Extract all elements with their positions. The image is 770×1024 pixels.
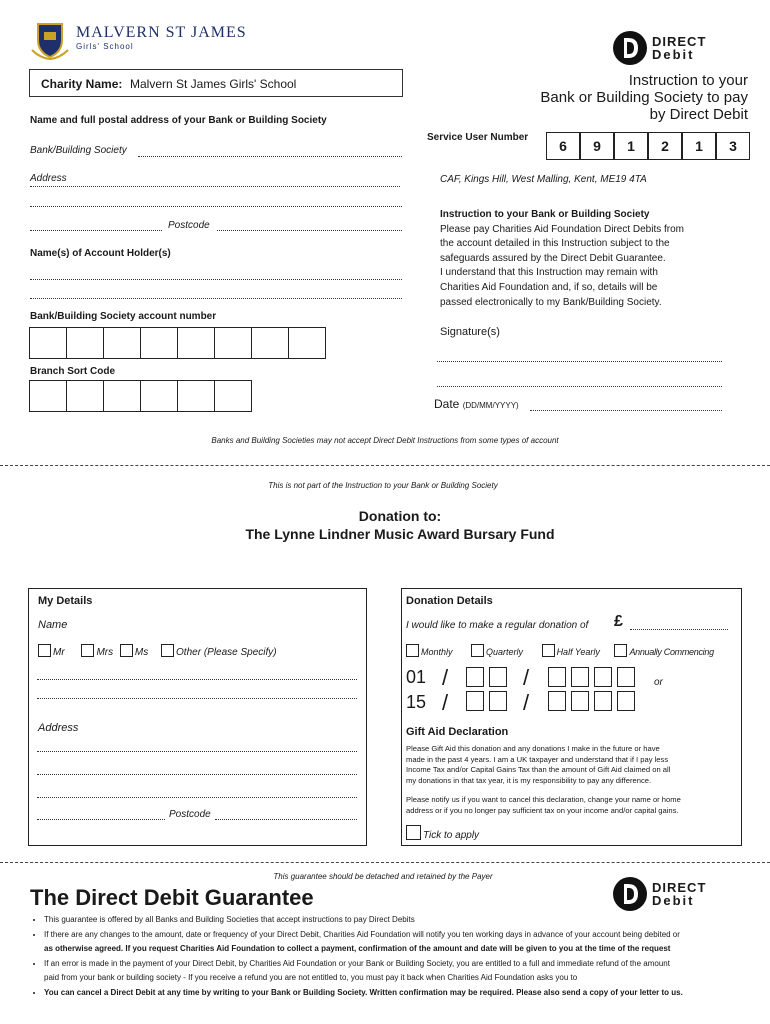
- date-slash-1a: /: [442, 665, 449, 690]
- start-day-15[interactable]: 15: [406, 692, 427, 712]
- date-slash-1b: /: [523, 665, 530, 690]
- charity-name-value: Malvern St James Girls' School: [130, 77, 297, 91]
- guarantee-bullet-1: • This guarantee is offered by all Banks and Building Societies that accept instructions to pay Direct Debits: [44, 913, 750, 928]
- frequency-quarterly-checkbox[interactable]: [471, 647, 523, 657]
- date-slash-2a: /: [442, 690, 449, 715]
- signature-field-1[interactable]: [437, 361, 722, 362]
- signature-field-2[interactable]: [437, 386, 722, 387]
- postcode-label: Postcode: [168, 220, 210, 231]
- instruction-text: [440, 208, 684, 310]
- date-field[interactable]: [530, 410, 722, 411]
- gift-aid-tick[interactable]: [406, 825, 479, 841]
- sort-code-label: Branch Sort Code: [30, 366, 116, 377]
- regular-donation-label: I would like to make a regular donation of: [406, 620, 589, 631]
- gift-aid-p1-line4: my donations in that tax year, it is my responsibility to pay any difference.: [406, 775, 652, 785]
- cut-line-2: [0, 862, 770, 863]
- donation-title-line2: The Lynne Lindner Music Award Bursary Fund: [245, 526, 555, 542]
- frequency-annually-checkbox[interactable]: [614, 647, 713, 657]
- instruction-title-line3: by Direct Debit: [649, 106, 748, 123]
- donation-details-heading: Donation Details: [406, 595, 493, 607]
- my-address-label: Address: [38, 722, 79, 734]
- school-crest-icon: [30, 20, 70, 60]
- title-options: [38, 644, 277, 658]
- title-mrs-label: Mrs: [96, 647, 114, 658]
- sort-code-box-3[interactable]: [103, 380, 141, 412]
- gift-aid-tick-label: Tick to apply: [423, 830, 480, 841]
- frequency-monthly-box[interactable]: [406, 644, 419, 657]
- my-address-field-3[interactable]: [37, 797, 357, 798]
- bank-label: Bank/Building Society: [30, 145, 127, 156]
- gift-aid-paragraph-2: [406, 795, 681, 816]
- donation-title-line1: Donation to:: [358, 508, 442, 524]
- year-box-1d[interactable]: [617, 667, 635, 687]
- frequency-quarterly-box[interactable]: [471, 644, 484, 657]
- title-mrs-box[interactable]: [81, 644, 94, 657]
- month-box-2a[interactable]: [466, 691, 484, 711]
- gift-aid-p1-line2: made in the past 4 years. I am a UK taxpayer and understand that if I pay less: [406, 754, 669, 764]
- instruction-line6: passed electronically to my Bank/Building Society.: [440, 296, 662, 308]
- instruction-title: [540, 72, 748, 123]
- my-details-heading: My Details: [38, 595, 93, 607]
- frequency-halfyearly-label: Half Yearly: [556, 647, 600, 657]
- frequency-options: [406, 644, 714, 657]
- detach-note: This guarantee should be detached and retained by the Payer: [273, 872, 493, 881]
- gift-aid-p2-line2: address or if you no longer pay sufficient tax on your income and/or capital gains.: [406, 805, 679, 815]
- school-name: MALVERN ST JAMES: [76, 24, 247, 41]
- my-details-box: [28, 588, 367, 846]
- guarantee-logo-line2: Debit: [652, 893, 695, 908]
- month-box-1b[interactable]: [489, 667, 507, 687]
- title-mr-checkbox[interactable]: [38, 647, 65, 658]
- guarantee-logo: [612, 876, 742, 916]
- year-box-1a[interactable]: [548, 667, 566, 687]
- title-mr-label: Mr: [53, 647, 65, 658]
- instruction-line4: I understand that this Instruction may remain with: [440, 267, 658, 279]
- sort-code-box-6[interactable]: [214, 380, 252, 412]
- gift-aid-p1-line3: Income Tax and/or Capital Gains Tax than the amount of Gift Aid claimed on all: [406, 765, 671, 774]
- title-other-label: Other (Please Specify): [176, 647, 277, 658]
- instruction-line3: safeguards assured by the Direct Debit Guarantee.: [440, 252, 666, 264]
- guarantee-logo-line1: DIRECT: [652, 880, 707, 895]
- instruction-line5: Charities Aid Foundation and, if so, details will be: [440, 281, 658, 293]
- sort-code-box-2[interactable]: [66, 380, 104, 412]
- title-mrs-checkbox[interactable]: [81, 647, 113, 658]
- direct-debit-logo-line2: Debit: [652, 47, 695, 62]
- guarantee-bullet-3-cont: paid from your bank or building society - If you receive a refund you are not entitled to, you must pay it back when Charities Aid Foundation asks you to: [44, 973, 578, 982]
- not-part-note: This is not part of the Instruction to your Bank or Building Society: [268, 481, 498, 490]
- account-number-label: Bank/Building Society account number: [30, 311, 217, 322]
- year-box-2b[interactable]: [571, 691, 589, 711]
- start-day-01[interactable]: 01: [406, 667, 427, 687]
- bank-section-heading: Name and full postal address of your Bank or Building Society: [30, 115, 327, 126]
- gift-aid-p2-line1: Please notify us if you want to cancel this declaration, change your name or home: [406, 795, 681, 804]
- charity-name-box: [29, 69, 403, 97]
- title-mr-box[interactable]: [38, 644, 51, 657]
- my-address-field-1[interactable]: [37, 751, 357, 752]
- title-ms-label: Ms: [134, 647, 149, 658]
- guarantee-title: The Direct Debit Guarantee: [30, 885, 314, 910]
- address-field-line1[interactable]: [30, 186, 400, 187]
- guarantee-logo-icon: [612, 876, 648, 912]
- cut-line-1: [0, 465, 770, 466]
- guarantee-bullet-4: • You can cancel a Direct Debit at any time by writing to your Bank or Building Society. Written confirmation may be required. Please also send a copy of your letter to us.: [44, 986, 750, 1001]
- address-field-line2[interactable]: [30, 206, 402, 207]
- service-user-digit-5: 1: [682, 132, 716, 160]
- instruction-title-line1: Instruction to your: [628, 72, 748, 89]
- date-label-text: Date: [434, 397, 460, 411]
- currency-symbol: £: [614, 613, 623, 630]
- service-user-digit-3: 1: [614, 132, 648, 160]
- charity-name-label: Charity Name:: [41, 77, 123, 91]
- bank-name-field[interactable]: [138, 156, 402, 157]
- frequency-halfyearly-checkbox[interactable]: [542, 647, 600, 657]
- frequency-annually-label: Annually Commencing: [629, 647, 714, 657]
- instruction-line1: Please pay Charities Aid Foundation Direct Debits from: [440, 223, 685, 235]
- gift-aid-heading: Gift Aid Declaration: [406, 726, 509, 738]
- sort-code-box-5[interactable]: [177, 380, 215, 412]
- account-holders-label: Name(s) of Account Holder(s): [30, 248, 171, 259]
- gift-aid-tick-box[interactable]: [406, 825, 421, 840]
- address-field-line3[interactable]: [30, 230, 162, 231]
- account-number-box-3[interactable]: [103, 327, 141, 359]
- date-slash-2b: /: [523, 690, 530, 715]
- postcode-field[interactable]: [217, 230, 402, 231]
- frequency-quarterly-label: Quarterly: [486, 647, 524, 657]
- account-number-box-6[interactable]: [214, 327, 252, 359]
- year-box-2c[interactable]: [594, 691, 612, 711]
- direct-debit-logo: [612, 30, 742, 70]
- my-postcode-label: Postcode: [169, 809, 211, 820]
- frequency-annually-box[interactable]: [614, 644, 627, 657]
- or-label: or: [654, 677, 663, 688]
- guarantee-bullet-3: • If an error is made in the payment of your Direct Debit, by Charities Aid Foundation or your Bank or Building Society, you are entitled to a full and immediate refund of the amount: [44, 957, 750, 972]
- instruction-line2: the account detailed in this Instruction subject to the: [440, 238, 670, 250]
- service-user-digit-6: 3: [716, 132, 750, 160]
- account-holders-field-line2[interactable]: [30, 298, 402, 299]
- guarantee-list: [30, 913, 750, 1000]
- account-number-box-5[interactable]: [177, 327, 215, 359]
- date-label: [434, 397, 519, 411]
- my-address-field-4[interactable]: [37, 819, 165, 820]
- month-box-1a[interactable]: [466, 667, 484, 687]
- gift-aid-paragraph-1: [406, 744, 670, 786]
- my-address-field-2[interactable]: [37, 774, 357, 775]
- account-number-box-8[interactable]: [288, 327, 326, 359]
- account-number-box-2[interactable]: [66, 327, 104, 359]
- month-box-2b[interactable]: [489, 691, 507, 711]
- donation-details-box: [401, 588, 742, 846]
- my-postcode-field[interactable]: [215, 819, 357, 820]
- account-holders-field-line1[interactable]: [30, 279, 402, 280]
- title-other-box[interactable]: [161, 644, 174, 657]
- name-label: Name: [38, 619, 68, 631]
- signature-label: Signature(s): [440, 326, 500, 338]
- name-field-2[interactable]: [37, 698, 357, 699]
- address-label: Address: [30, 173, 67, 184]
- year-box-1b[interactable]: [571, 667, 589, 687]
- title-ms-checkbox[interactable]: [120, 647, 148, 658]
- account-number-box-1[interactable]: [29, 327, 67, 359]
- banks-note: Banks and Building Societies may not accept Direct Debit Instructions from some types of account: [211, 436, 559, 445]
- service-user-label: Service User Number: [427, 132, 529, 143]
- frequency-monthly-checkbox[interactable]: [406, 647, 453, 657]
- instruction-heading: Instruction to your Bank or Building Society: [440, 209, 650, 220]
- direct-debit-logo-line1: DIRECT: [652, 34, 707, 49]
- frequency-halfyearly-box[interactable]: [542, 644, 555, 657]
- date-format: (DD/MM/YYYY): [462, 401, 519, 410]
- account-number-box-7[interactable]: [251, 327, 289, 359]
- year-box-1c[interactable]: [594, 667, 612, 687]
- name-field-1[interactable]: [37, 679, 357, 680]
- sort-code-box-1[interactable]: [29, 380, 67, 412]
- title-ms-box[interactable]: [120, 644, 133, 657]
- donation-amount-field[interactable]: [630, 629, 728, 630]
- service-user-digit-1: 6: [546, 132, 580, 160]
- direct-debit-logo-icon: [612, 30, 648, 66]
- frequency-monthly-label: Monthly: [421, 647, 453, 657]
- account-number-box-4[interactable]: [140, 327, 178, 359]
- instruction-title-line2: Bank or Building Society to pay: [540, 89, 748, 106]
- service-user-digit-2: 9: [580, 132, 614, 160]
- year-box-2d[interactable]: [617, 691, 635, 711]
- year-box-2a[interactable]: [548, 691, 566, 711]
- title-other-checkbox[interactable]: [161, 647, 277, 658]
- sort-code-box-4[interactable]: [140, 380, 178, 412]
- guarantee-bullet-2: • If there are any changes to the amount, date or frequency of your Direct Debit, Charities Aid Foundation will notify you ten working days in advance of your account being debited or: [44, 928, 750, 943]
- caf-address: CAF, Kings Hill, West Malling, Kent, ME19 4TA: [440, 174, 647, 185]
- guarantee-bullet-2-cont: as otherwise agreed. If you request Charities Aid Foundation to collect a payment, confirmation of the amount and date will be given to you at the time of the request: [44, 944, 671, 953]
- gift-aid-p1-line1: Please Gift Aid this donation and any donations I make in the future or have: [406, 744, 660, 753]
- school-subtitle: Girls' School: [76, 42, 134, 51]
- service-user-digit-4: 2: [648, 132, 682, 160]
